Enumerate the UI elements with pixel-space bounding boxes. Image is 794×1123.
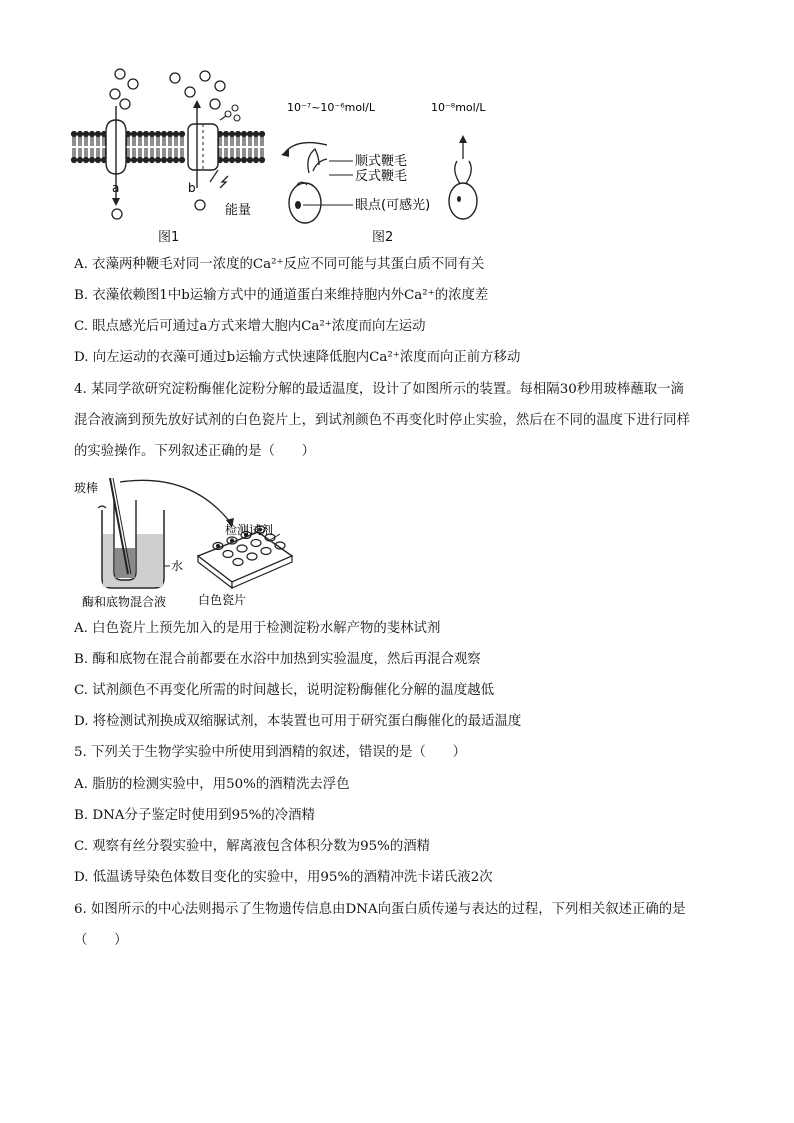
q3-option-a: A. 衣藻两种鞭毛对同一浓度的Ca²⁺反应不同可能与其蛋白质不同有关 bbox=[74, 257, 485, 272]
q3-option-c: C. 眼点感光后可通过a方式来增大胞内Ca²⁺浓度而向左运动 bbox=[74, 319, 426, 334]
figure-3-apparatus bbox=[70, 470, 310, 615]
label-rod: 玻棒 bbox=[74, 481, 99, 495]
label-mixture: 酶和底物混合液 bbox=[82, 595, 167, 609]
figure-2-caption: 图2 bbox=[372, 230, 394, 245]
conc-left: 10⁻⁷~10⁻⁶mol/L bbox=[287, 101, 375, 114]
q5-option-a: A. 脂肪的检测实验中，用50%的酒精洗去浮色 bbox=[74, 777, 350, 792]
figure-1-caption: 图1 bbox=[158, 230, 180, 245]
figure-1-membrane-transport bbox=[70, 62, 270, 242]
label-trans: 反式鞭毛 bbox=[355, 169, 408, 184]
q4-option-a: A. 白色瓷片上预先加入的是用于检测淀粉水解产物的斐林试剂 bbox=[74, 621, 441, 636]
label-a: a bbox=[112, 181, 120, 195]
q5-option-b: B. DNA分子鉴定时使用到95%的冷酒精 bbox=[74, 808, 315, 823]
label-energy: 能量 bbox=[225, 203, 252, 218]
label-water: 水 bbox=[171, 559, 184, 573]
q4-stem-line-1: 4. 某同学欲研究淀粉酶催化淀粉分解的最适温度，设计了如图所示的装置。每相隔30秒用玻棒蘸取一滴 bbox=[74, 382, 684, 397]
figure-2-chlamydomonas bbox=[275, 95, 515, 225]
q4-option-c: C. 试剂颜色不再变化所需的时间越长，说明淀粉酶催化分解的温度越低 bbox=[74, 683, 494, 698]
q5-stem: 5. 下列关于生物学实验中所使用到酒精的叙述，错误的是（ ） bbox=[74, 745, 466, 760]
q4-option-d: D. 将检测试剂换成双缩脲试剂，本装置也可用于研究蛋白酶催化的最适温度 bbox=[74, 714, 522, 729]
conc-right: 10⁻⁸mol/L bbox=[431, 101, 486, 114]
label-b: b bbox=[188, 181, 196, 195]
q5-option-c: C. 观察有丝分裂实验中，解离液包含体积分数为95%的酒精 bbox=[74, 839, 431, 854]
q4-stem-line-3: 的实验操作。下列叙述正确的是（ ） bbox=[74, 444, 316, 459]
q4-option-b: B. 酶和底物在混合前都要在水浴中加热到实验温度，然后再混合观察 bbox=[74, 652, 481, 667]
q6-stem-line-2: （ ） bbox=[74, 933, 128, 948]
label-plate: 白色瓷片 bbox=[198, 593, 247, 607]
label-reagent: 检测试剂 bbox=[225, 523, 274, 537]
q3-option-d: D. 向左运动的衣藻可通过b运输方式快速降低胞内Ca²⁺浓度而向正前方移动 bbox=[74, 350, 521, 365]
q4-stem-line-2: 混合液滴到预先放好试剂的白色瓷片上，到试剂颜色不再变化时停止实验，然后在不同的温度下进行同样 bbox=[74, 413, 690, 428]
label-cis: 顺式鞭毛 bbox=[355, 154, 408, 169]
label-eyespot: 眼点(可感光) bbox=[355, 198, 431, 213]
q3-option-b: B. 衣藻依赖图1中b运输方式中的通道蛋白来维持胞内外Ca²⁺的浓度差 bbox=[74, 288, 489, 303]
q5-option-d: D. 低温诱导染色体数目变化的实验中，用95%的酒精冲洗卡诺氏液2次 bbox=[74, 870, 493, 885]
q6-stem-line-1: 6. 如图所示的中心法则揭示了生物遗传信息由DNA向蛋白质传递与表达的过程，下列相关叙述正确的是 bbox=[74, 902, 686, 917]
